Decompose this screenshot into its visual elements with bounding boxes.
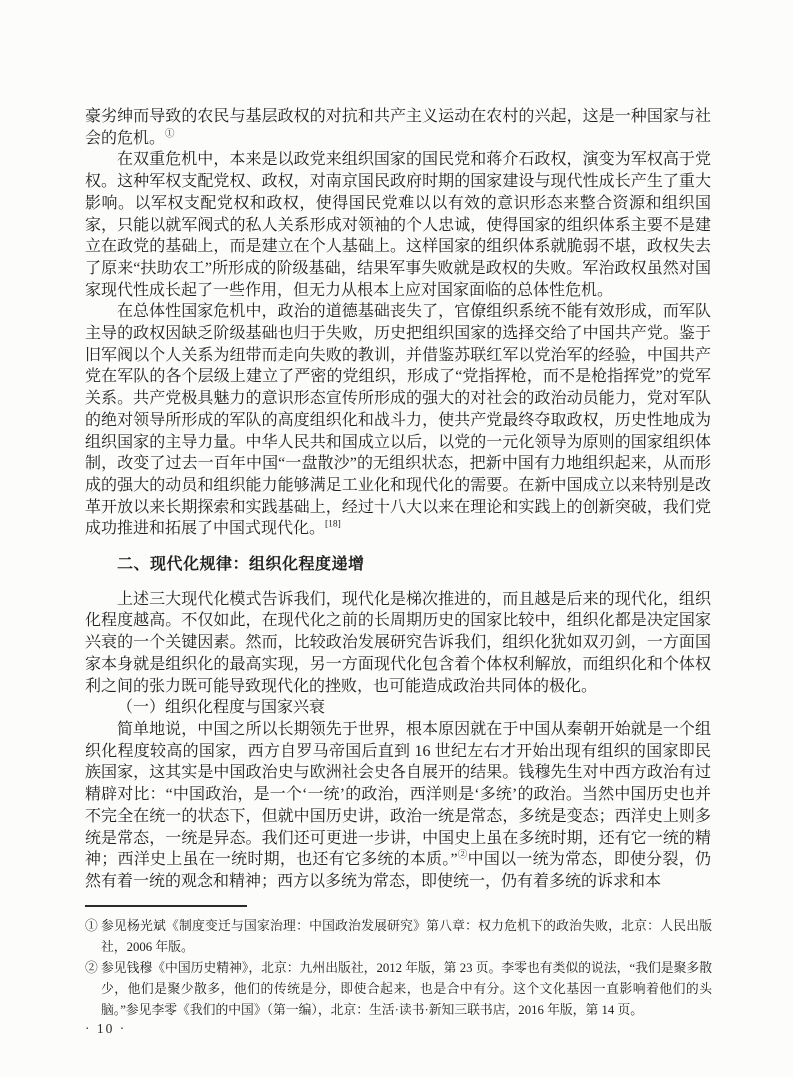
text-run: 在总体性国家危机中，政治的道德基础丧失了，官僚组织系统不能有效形成，而军队主导的政权因缺乏阶级基础也归于失败，历史把组织国家的选择交给了中国共产党。鉴于旧军阀以个人关系为纽带而走向失败的教训，并借鉴苏联红军以党治军的经验，中国共产党在军队的各个层级上建立了严密的党组织，形成了“党指挥枪，而不是枪指挥党”的党军关系。共产党极具魅力的意识形态宣传所形成的强大的对社会的政治动员能力，党对军队的绝对领导所形成的军队的高度组织化和战斗力，使共产党最终夺取政权，历史性地成为组织国家的主导力量。中华人民共和国成立以后，以党的一元化领导为原则的国家组织体制，改变了过去一百年中国“一盘散沙”的无组织状态，把新中国有力地组织起来，从而形成的强大的动员和组织能力能够满足工业化和现代化的需要。在新中国成立以来特别是改革开放以来长期探索和实践基础上，经过十八大以来在理论和实践上的创新突破，我们党成功推进和拓展了中国式现代化。 <box>85 303 711 538</box>
footnote-item <box>85 958 712 1021</box>
paragraph <box>85 106 711 149</box>
text-run: 上述三大现代化模式告诉我们，现代化是梯次推进的，而且越是后来的现代化，组织化程度越高。不仅如此，在现代化之前的长周期历史的国家比较中，组织化都是决定国家兴衰的一个关键因素。然而，比较政治发展研究告诉我们，组织化犹如双刃剑，一方面国家本身就是组织化的最高实现，另一方面现代化包含着个体权利解放，而组织化和个体权利之间的张力既可能导致现代化的挫败，也可能造成政治共同体的极化。 <box>85 590 711 695</box>
text-run: 简单地说，中国之所以长期领先于世界，根本原因就在于中国从秦朝开始就是一个组织化程度较高的国家，西方自罗马帝国后直到 16 世纪左右才开始出现有组织的国家即民族国家，这其实是中国政治史与欧洲社会史各自展开的结果。钱穆先生对中西方政治有过精辟对比：“中国政治，是一个‘一统’的政治，西洋则是‘多统’的政治。当然中国历史也并不完全在统一的状态下，但就中国历史讲，政治一统是常态，多统是变态；西洋史上则多统是常态，一统是异态。我们还可更进一步讲，中国史上虽在多统时期，还有它一统的精神；西洋史上虽在一统时期，也还有它多统的本质。” <box>85 720 711 869</box>
footnote-marker: ② <box>85 961 98 975</box>
footnote-text: 参见钱穆《中国历史精神》，北京：九州出版社，2012 年版，第 23 页。李零也有类似的说法，“我们是聚多散少，他们是聚少散多，他们的传统是分，即使合起来，也是合中有分。这个文化基因一直影响着他们的头脑。”参见李零《我们的中国》（第一编），北京：生活·读书·新知三联书店，2016 年版，第 14 页。 <box>101 961 712 1017</box>
footnote-marker: ① <box>85 919 98 933</box>
footnote-item <box>85 916 712 958</box>
footnote-ref: [18] <box>325 520 341 531</box>
paragraph <box>85 149 711 301</box>
footnote-separator <box>85 905 247 907</box>
text-run: 二、现代化规律：组织化程度递增 <box>117 556 365 574</box>
footnotes <box>85 916 712 1021</box>
page-number: · 10 · <box>85 1021 127 1036</box>
footnote-ref: ② <box>457 850 468 861</box>
footnote-text: 参见杨光斌《制度变迁与国家治理：中国政治发展研究》第八章：权力危机下的政治失败，北京：人民出版社，2006 年版。 <box>101 919 712 954</box>
paragraph <box>85 589 711 698</box>
section-heading <box>85 554 711 576</box>
paragraph <box>85 719 711 893</box>
subsection-heading <box>85 697 711 719</box>
paragraph <box>85 301 711 540</box>
text-run: （一）组织化程度与国家兴衰 <box>117 699 326 717</box>
footnote-ref: ① <box>165 129 175 140</box>
article-body <box>85 106 711 893</box>
text-run: 在双重危机中，本来是以政党来组织国家的国民党和蒋介石政权，演变为军权高于党权。这种军权支配党权、政权，对南京国民政府时期的国家建设与现代性成长产生了重大影响。以军权支配党权和政权，使得国民党难以以有效的意识形态来整合资源和组织国家，只能以就军阀式的私人关系形成对领袖的个人忠诚，使得国家的组织体系主要不是建立在政党的基础上，而是建立在个人基础上。这样国家的组织体系就脆弱不堪，政权失去了原来“扶助农工”所形成的阶级基础，结果军事失败就是政权的失败。军治政权虽然对国家现代性成长起了一些作用，但无力从根本上应对国家面临的总体性危机。 <box>85 151 711 299</box>
text-run: 豪劣绅而导致的农民与基层政权的对抗和共产主义运动在农村的兴起，这是一种国家与社会的危机。 <box>85 108 711 147</box>
text-run: 中国以一统为常态，即使分裂，仍然有着一统的观念和精神；西方以多统为常态，即使统一，仍有着多统的诉求和本 <box>85 851 711 890</box>
